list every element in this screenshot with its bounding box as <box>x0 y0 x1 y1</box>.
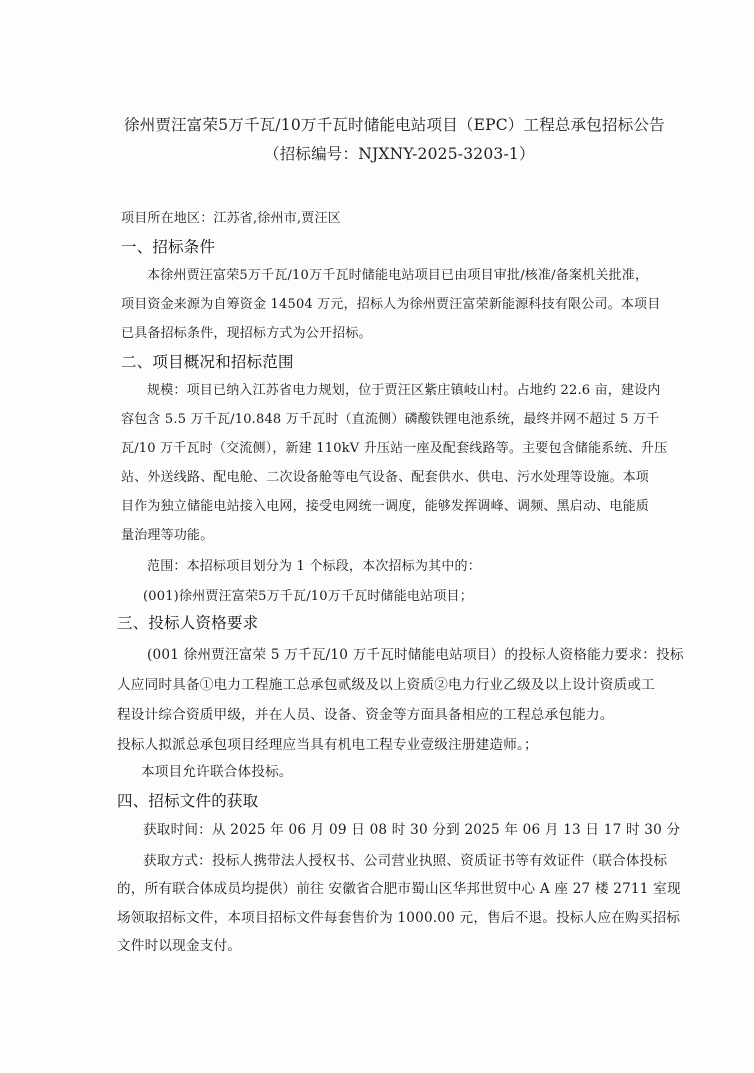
section-1-line: 项目资金来源为自筹资金 14504 万元，招标人为徐州贾汪富荣新能源科技有限公司。本项目 <box>121 297 661 312</box>
section-4-line: 场领取招标文件，本项目招标文件每套售价为 1000.00 元，售后不退。投标人应在购买招标 <box>117 910 681 926</box>
scope-text: 范围：本招标项目划分为 1 个标段，本次招标为其中的： <box>147 559 481 574</box>
section-4-line: 文件时以现金支付。 <box>117 938 242 954</box>
section-2-line: 瓦/10 万千瓦时（交流侧），新建 110kV 升压站一座及配套线路等。主要包含储能系统、升压 <box>121 441 668 456</box>
section-2-line: 规模：项目已纳入江苏省电力规划，位于贾汪区紫庄镇岐山村。占地约 22.6 亩，建设内 <box>147 383 661 398</box>
section-3-line: 程设计综合资质甲级，并在人员、设备、资金等方面具备相应的工程总承包能力。 <box>117 707 614 723</box>
manager-requirement: 投标人拟派总承包项目经理应当具有机电工程专业壹级注册建造师。； <box>117 737 538 753</box>
section-2-line: 容包含 5.5 万千瓦/10.848 万千瓦时（直流侧）磷酸铁锂电池系统，最终并网不超过 5 万千 <box>121 412 660 427</box>
section-3-line: (001 徐州贾汪富荣 5 万千瓦/10 万千瓦时储能电站项目）的投标人资格能力要求：投标 <box>147 647 684 663</box>
section-heading-3: 三、投标人资格要求 <box>117 614 259 632</box>
lot-text: (001)徐州贾汪富荣5万千瓦/10万千瓦时储能电站项目； <box>143 589 473 604</box>
section-heading-4: 四、招标文件的获取 <box>117 792 259 810</box>
consortium-text: 本项目允许联合体投标。 <box>141 764 293 780</box>
section-heading-2: 二、项目概况和招标范围 <box>121 353 294 371</box>
section-3-line: 人应同时具备①电力工程施工总承包贰级及以上资质②电力行业乙级及以上设计资质或工 <box>117 677 655 693</box>
section-1-line: 已具备招标条件，现招标方式为公开招标。 <box>121 326 372 341</box>
project-location: 项目所在地区：江苏省,徐州市,贾汪区 <box>121 211 341 226</box>
bid-number: （招标编号：NJXNY-2025-3203-1） <box>264 145 535 163</box>
section-2-line: 目作为独立储能电站接入电网，接受电网统一调度，能够发挥调峰、调频、黑启动、电能质 <box>121 499 650 514</box>
section-4-line: 的，所有联合体成员均提供）前往 安徽省合肥市蜀山区华邦世贸中心 A 座 27 楼 2711 室现 <box>117 881 681 897</box>
section-heading-1: 一、招标条件 <box>121 238 216 256</box>
section-1-line: 本徐州贾汪富荣5万千瓦/10万千瓦时储能电站项目已由项目审批/核准/备案机关批准， <box>147 268 649 283</box>
acquisition-time: 获取时间：从 2025 年 06 月 09 日 08 时 30 分到 2025 年 06 月 13 日 17 时 30 分 <box>143 822 681 838</box>
section-2-line: 量治理等功能。 <box>121 528 214 543</box>
document-title: 徐州贾汪富荣5万千瓦/10万千瓦时储能电站项目（EPC）工程总承包招标公告 <box>124 116 665 134</box>
section-2-line: 站、外送线路、配电舱、二次设备舱等电气设备、配套供水、供电、污水处理等设施。本项 <box>121 470 650 485</box>
section-4-line: 获取方式：投标人携带法人授权书、公司营业执照、资质证书等有效证件（联合体投标 <box>143 853 668 869</box>
